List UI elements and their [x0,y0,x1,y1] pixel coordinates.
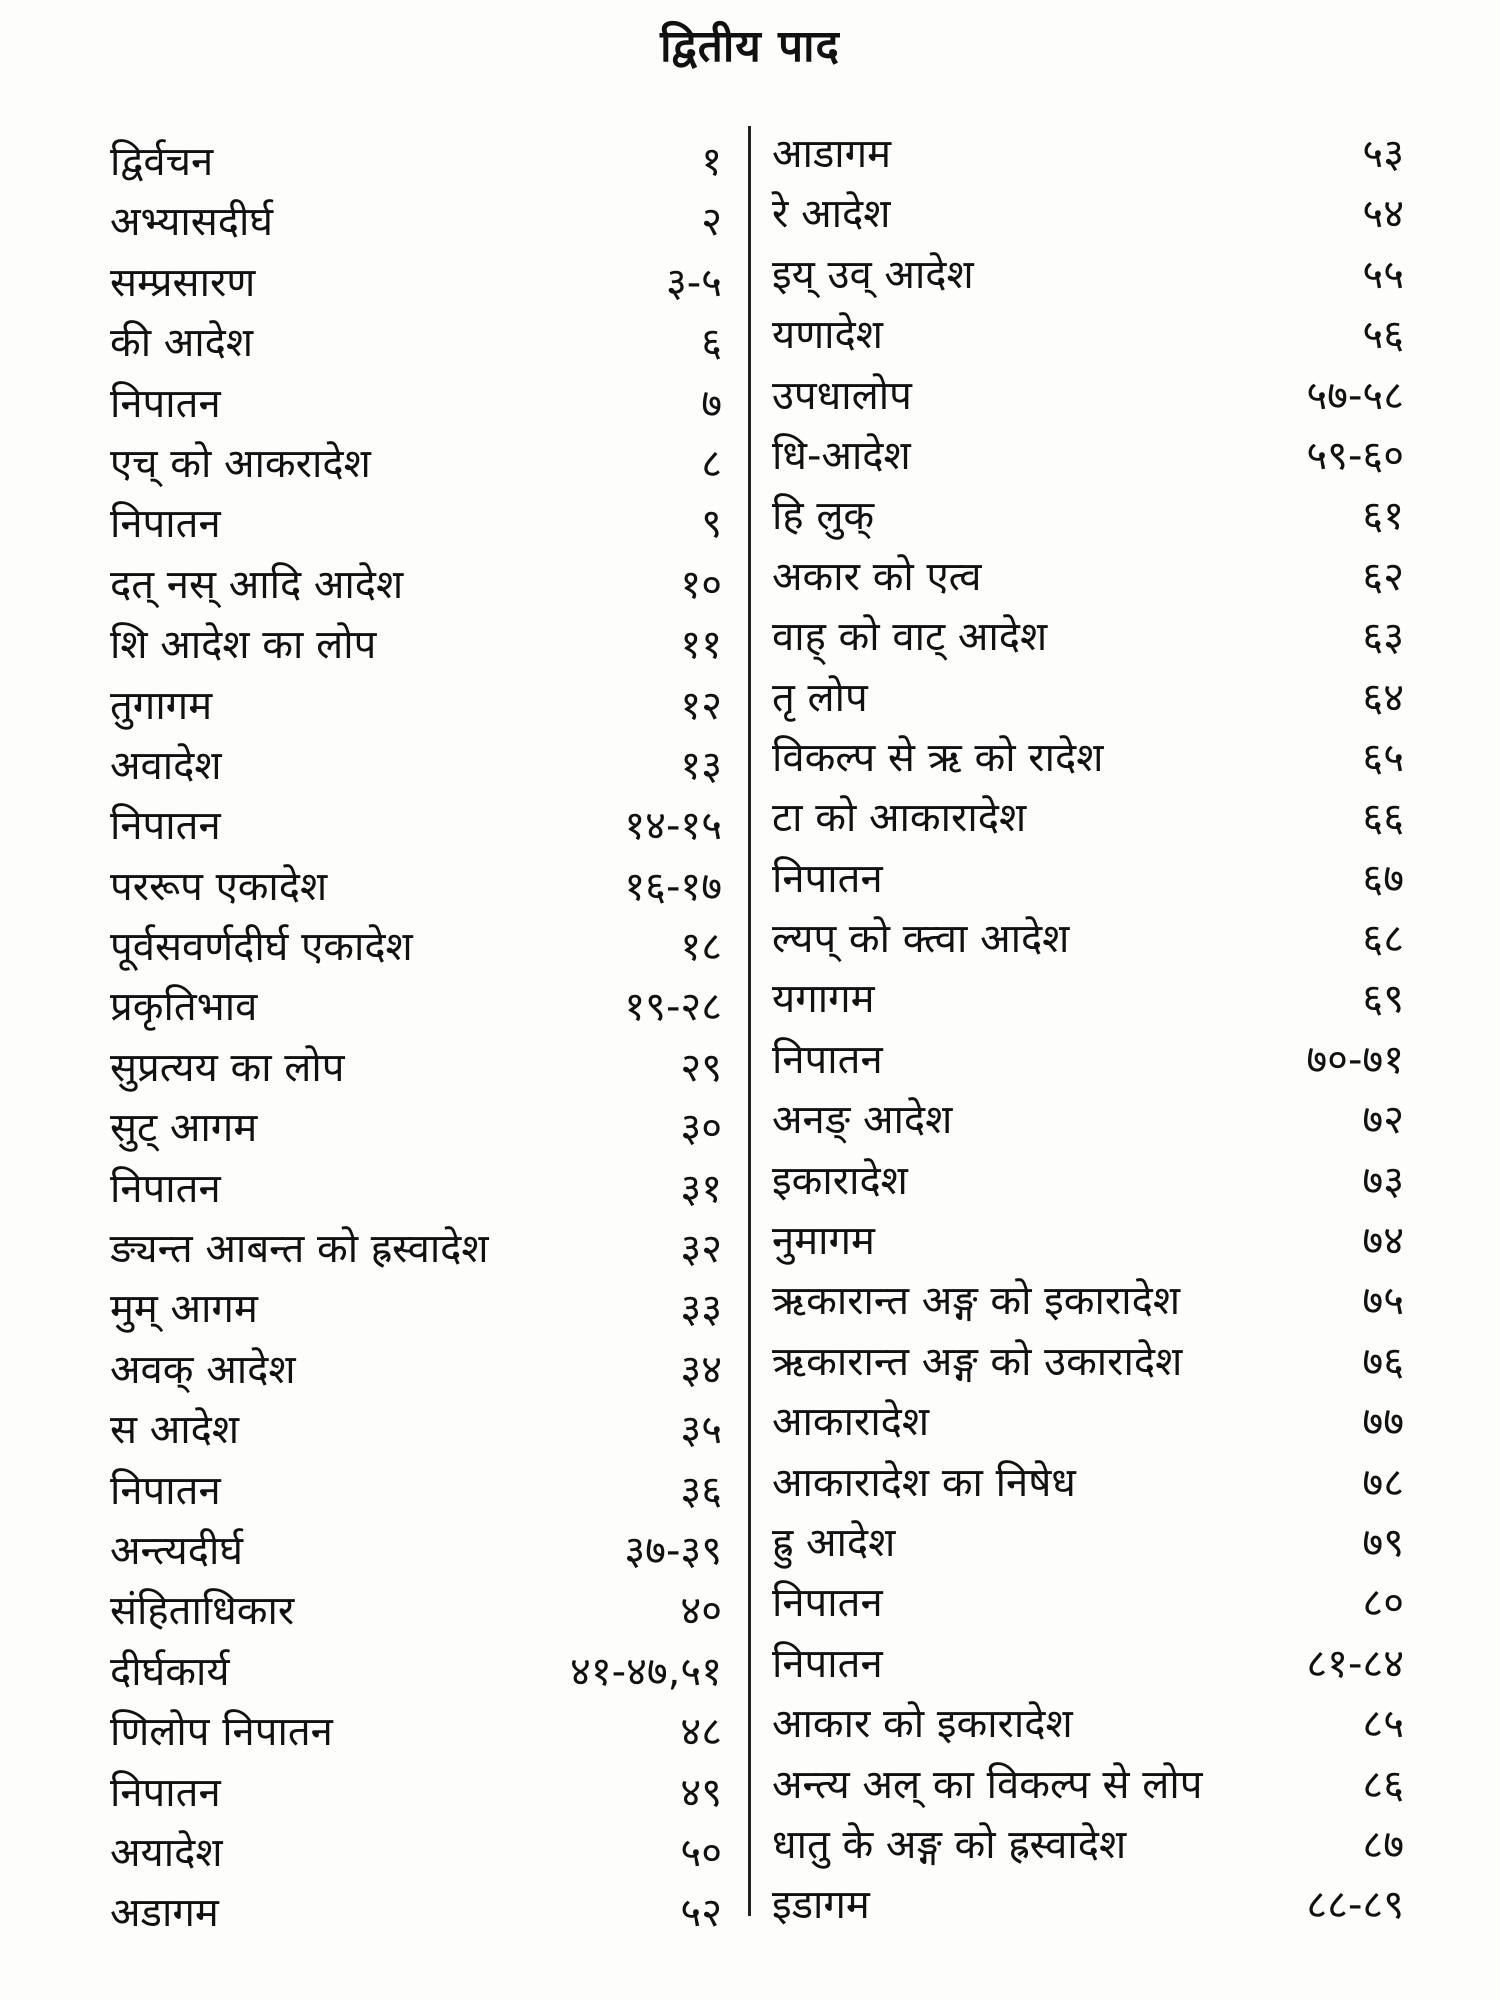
entry-sutra-number: ६२ [1362,553,1404,600]
index-entry [772,728,1404,788]
entry-topic: द्विर्वचन [110,139,214,185]
entry-sutra-number: १२ [680,682,722,729]
entry-sutra-number: ३१ [680,1165,722,1212]
entry-topic: रे आदेश [772,191,891,238]
entry-topic: अभ्यासदीर्घ [110,199,274,246]
entry-topic: अन्त्यदीर्घ [110,1527,243,1574]
index-entry [772,1755,1404,1815]
index-entry [110,736,722,796]
index-entry [110,1340,722,1400]
entry-topic: ल्यप् को क्त्वा आदेश [772,916,1070,963]
entry-sutra-number: ११ [680,622,722,669]
entry-sutra-number: ६७ [1362,855,1404,902]
index-entry [110,313,722,373]
entry-topic: निपातन [772,1640,883,1687]
index-entry [110,192,722,252]
index-entry [110,1823,722,1883]
index-entry [772,1271,1404,1331]
entry-topic: नुमागम [772,1218,875,1265]
entry-topic: सम्प्रसारण [110,259,256,306]
entry-topic: आकारादेश [772,1399,930,1446]
entry-sutra-number: ७३ [1362,1157,1404,1204]
entry-sutra-number: ३७-३९ [624,1527,722,1574]
entry-topic: ङ्यन्त आबन्त को ह्रस्वादेश [110,1226,489,1273]
entry-sutra-number: १ [701,139,722,185]
entry-topic: निपातन [772,855,883,902]
index-entry [772,305,1404,365]
entry-sutra-number: ७८ [1362,1459,1404,1506]
entry-topic: दत् नस् आदि आदेश [110,561,404,608]
index-entry [772,849,1404,909]
entry-topic: यगागम [772,976,875,1023]
index-entry [110,494,722,554]
entry-sutra-number: ५० [680,1829,722,1876]
entry-topic: अनङ् आदेश [772,1097,953,1144]
entry-topic: इकारादेश [772,1157,908,1204]
index-entry [110,1642,722,1702]
entry-sutra-number: ७ [701,380,722,427]
entry-sutra-number: ३२ [680,1226,722,1273]
index-entry [772,245,1404,305]
index-entry [772,969,1404,1029]
index-entry [772,1030,1404,1090]
entry-topic: यणादेश [772,312,883,359]
entry-sutra-number: ७९ [1362,1519,1404,1566]
entry-sutra-number: ६६ [1362,795,1404,842]
entry-sutra-number: ६१ [1362,493,1404,540]
entry-sutra-number: ४८ [680,1709,722,1756]
entry-topic: अवादेश [110,742,222,789]
entry-sutra-number: ६४ [1362,674,1404,721]
entry-topic: णिलोप निपातन [110,1709,333,1756]
index-entry [110,1702,722,1762]
index-entry [110,977,722,1037]
index-entry [772,547,1404,607]
entry-topic: वाह् को वाट् आदेश [772,614,1048,661]
entry-sutra-number: ७४ [1362,1218,1404,1265]
entry-topic: दीर्घकार्य [110,1648,230,1695]
entry-sutra-number: ३३ [680,1286,722,1333]
entry-topic: निपातन [110,501,221,548]
column-divider [748,126,751,1916]
entry-topic: स आदेश [110,1407,240,1454]
entry-sutra-number: १० [680,561,722,608]
index-entry [772,1513,1404,1573]
index-entry [772,1634,1404,1694]
index-entry [110,1159,722,1219]
entry-sutra-number: ७२ [1362,1097,1404,1144]
index-entry [110,857,722,917]
entry-sutra-number: ६९ [1362,976,1404,1023]
index-entry [110,1219,722,1279]
index-entry [772,1332,1404,1392]
index-entry [772,1090,1404,1150]
entry-sutra-number: ५७-५८ [1306,372,1404,419]
entry-sutra-number: ९ [701,501,722,548]
entry-topic: निपातन [110,803,221,850]
entry-sutra-number: ६३ [1362,614,1404,661]
index-entry [110,1279,722,1339]
entry-topic: आकार को इकारादेश [772,1701,1073,1748]
entry-sutra-number: ८५ [1362,1701,1404,1748]
entry-sutra-number: ५२ [680,1890,722,1937]
entry-topic: हि लुक् [772,493,875,540]
index-entry [110,1098,722,1158]
entry-topic: निपातन [110,1467,221,1514]
entry-topic: संहिताधिकार [110,1588,295,1635]
index-entry [772,1211,1404,1271]
index-entry [110,615,722,675]
entry-topic: निपातन [772,1036,883,1083]
index-entry [772,1573,1404,1633]
entry-topic: अयादेश [110,1829,223,1876]
entry-sutra-number: २ [701,199,722,246]
entry-sutra-number: १४-१५ [624,803,722,850]
entry-topic: मुम् आगम [110,1286,258,1333]
entry-topic: प्रकृतिभाव [110,984,258,1031]
index-entry [110,1763,722,1823]
entry-sutra-number: ६८ [1362,916,1404,963]
entry-topic: आडागम [772,131,892,177]
entry-sutra-number: १६-१७ [624,863,722,910]
entry-topic: सुप्रत्यय का लोप [110,1044,345,1091]
index-entry [110,1581,722,1641]
entry-topic: इय् उव् आदेश [772,251,974,298]
index-entry [772,366,1404,426]
index-entry [110,434,722,494]
entry-sutra-number: ६५ [1362,734,1404,781]
index-entry [110,676,722,736]
entry-sutra-number: ७०-७१ [1306,1036,1404,1083]
entry-sutra-number: ५५ [1362,251,1404,298]
entry-topic: एच् को आकरादेश [110,440,371,487]
entry-sutra-number: ४० [680,1588,722,1635]
index-entry [772,1151,1404,1211]
index-entry [772,184,1404,244]
index-entry [772,124,1404,184]
entry-sutra-number: ५९-६० [1306,432,1404,479]
index-entry [110,1038,722,1098]
index-entry [772,486,1404,546]
entry-sutra-number: ६ [701,320,722,367]
entry-sutra-number: ८ [701,440,722,487]
entry-topic: अन्त्य अल् का विकल्प से लोप [772,1761,1203,1808]
entry-topic: विकल्प से ऋ को रादेश [772,734,1104,781]
entry-topic: इडागम [772,1882,870,1929]
entry-sutra-number: ७५ [1362,1278,1404,1325]
entry-topic: उपधालोप [772,372,912,419]
entry-topic: अडागम [110,1890,219,1937]
entry-topic: टा को आकारादेश [772,795,1027,842]
right-index-column [772,124,1404,1936]
entry-sutra-number: ८७ [1362,1821,1404,1868]
entry-sutra-number: ५४ [1362,191,1404,238]
entry-topic: शि आदेश का लोप [110,622,377,669]
entry-sutra-number: ३६ [680,1467,722,1514]
entry-topic: निपातन [110,1165,221,1212]
entry-sutra-number: ३० [680,1105,722,1152]
index-entry [110,1400,722,1460]
index-entry [772,788,1404,848]
entry-topic: ऋकारान्त अङ्ग को इकारादेश [772,1278,1181,1325]
entry-topic: धि-आदेश [772,432,911,479]
index-entry [110,374,722,434]
index-entry [772,1875,1404,1935]
entry-topic: सुट् आगम [110,1105,258,1152]
entry-sutra-number: ५३ [1362,131,1404,177]
index-entry [772,1453,1404,1513]
entry-sutra-number: ३-५ [665,259,722,306]
entry-sutra-number: ४१-४७,५१ [570,1648,722,1695]
entry-sutra-number: ३४ [680,1346,722,1393]
entry-sutra-number: ५६ [1362,312,1404,359]
index-entry [772,607,1404,667]
index-entry [772,1694,1404,1754]
index-entry [110,555,722,615]
entry-sutra-number: २९ [680,1044,722,1091]
index-entry [110,1521,722,1581]
entry-topic: अकार को एत्व [772,553,982,600]
index-entry [110,253,722,313]
entry-topic: धातु के अङ्ग को ह्रस्वादेश [772,1821,1127,1868]
entry-sutra-number: १३ [680,742,722,789]
entry-topic: आकारादेश का निषेध [772,1459,1076,1506]
entry-sutra-number: १८ [680,924,722,971]
index-entry [110,796,722,856]
index-entry [772,668,1404,728]
entry-sutra-number: ७७ [1362,1399,1404,1446]
entry-topic: ह्रु आदेश [772,1519,896,1566]
entry-topic: ऋकारान्त अङ्ग को उकारादेश [772,1338,1183,1385]
index-entry [110,917,722,977]
entry-sutra-number: ८८-८९ [1306,1882,1404,1929]
entry-sutra-number: ४९ [680,1769,722,1816]
index-entry [772,1815,1404,1875]
entry-topic: निपातन [772,1580,883,1627]
index-entry [110,1461,722,1521]
entry-topic: निपातन [110,1769,221,1816]
page-title: द्वितीय पाद [660,21,840,72]
index-entry [110,132,722,192]
entry-topic: पररूप एकादेश [110,863,328,910]
entry-topic: पूर्वसवर्णदीर्घ एकादेश [110,924,413,971]
entry-topic: अवक् आदेश [110,1346,296,1393]
index-entry [772,426,1404,486]
entry-sutra-number: ८६ [1362,1761,1404,1808]
entry-sutra-number: ७६ [1362,1338,1404,1385]
entry-topic: तुगागम [110,682,213,729]
index-entry [772,1392,1404,1452]
entry-sutra-number: ८० [1362,1580,1404,1627]
entry-topic: की आदेश [110,320,254,367]
entry-topic: तृ लोप [772,674,868,721]
entry-sutra-number: ८१-८४ [1306,1640,1404,1687]
left-index-column [110,132,722,1944]
entry-sutra-number: ३५ [680,1407,722,1454]
index-entry [110,1883,722,1943]
index-entry [772,909,1404,969]
entry-sutra-number: १९-२८ [624,984,722,1031]
entry-topic: निपातन [110,380,221,427]
